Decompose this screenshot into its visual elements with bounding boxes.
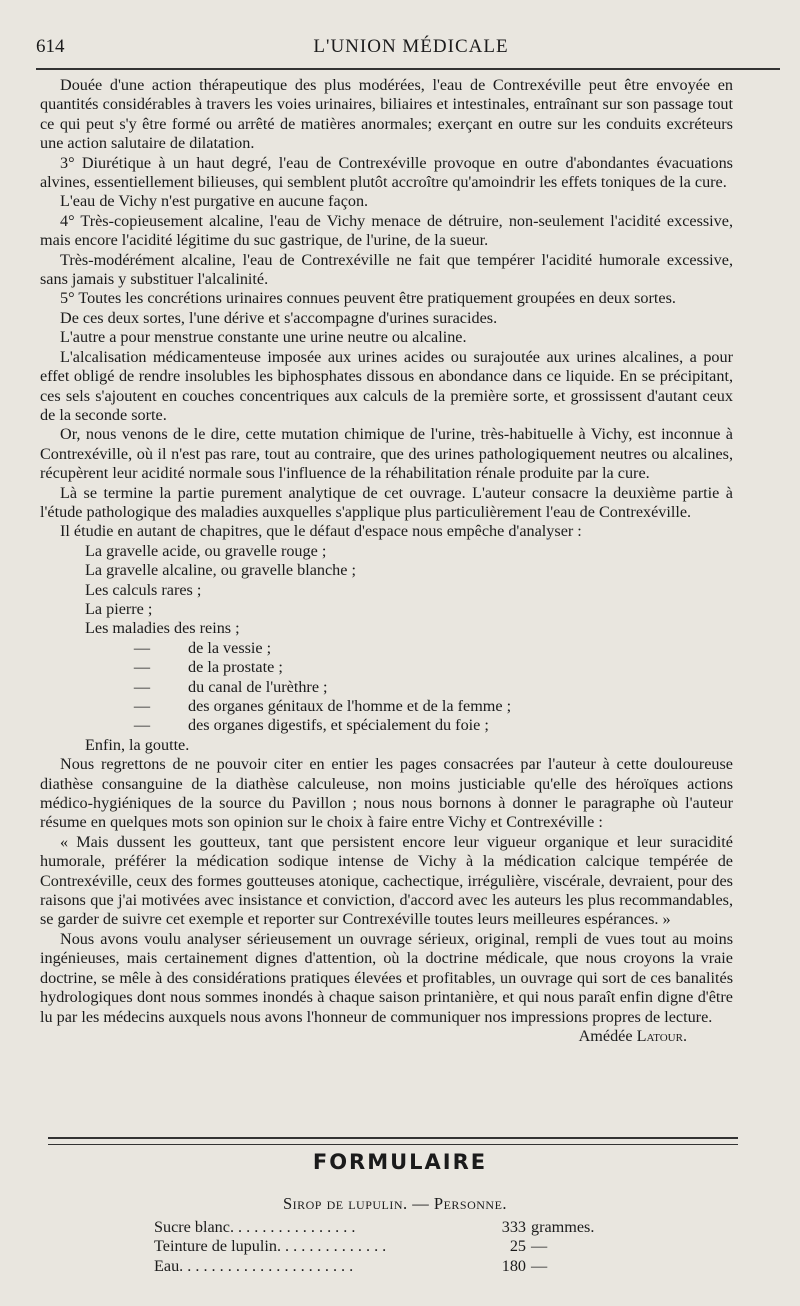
list-item bbox=[40, 697, 733, 716]
paragraph: Il étudie en autant de chapitres, que le défaut d'espace nous empêche d'analyser : bbox=[60, 522, 582, 541]
page-number: 614 bbox=[36, 36, 65, 57]
table-row bbox=[154, 1218, 614, 1237]
ingredient-unit: grammes. bbox=[531, 1218, 595, 1236]
recipe-table bbox=[154, 1218, 614, 1276]
dash-mark: — bbox=[133, 658, 151, 677]
paragraph: L'alcalisation médicamenteuse imposée aux urines acides ou surajoutée aux urines alcalines, a pour effet obligé de rendre insolubles les biphosphates dissous en abondance dans ce liquide. En se précipitant, ces sels s'ajoutent en couches concentriques aux calculs de la première sorte, et grossissent d'autant ceux de la seconde sorte. bbox=[40, 347, 733, 424]
quote-paragraph: « Mais dussent les goutteux, tant que persistent encore leur vigueur organique et leur suracidité humorale, préférer la médication sodique intense de Vichy à la médication calcique tempérée de Contrexéville, ceux des formes goutteuses atonique, cachectique, irrégulière, viscérale, devraient, pour des raisons que j'ai motivées avec insistance et conviction, d'accord avec les auteurs les plus recommandables, se garder de suivre cet exemple et reporter sur Contrexéville toutes leurs meilleures espérances. » bbox=[40, 832, 733, 929]
section-divider bbox=[48, 1137, 738, 1145]
section-title: FORMULAIRE bbox=[312, 1150, 488, 1174]
paragraph: 4° Très-copieusement alcaline, l'eau de Vichy menace de détruire, non-seulement l'acidité excessive, mais encore l'acidité légitime du suc gastrique, de l'urine, de la sueur. bbox=[40, 211, 733, 250]
paragraph: Nous regrettons de ne pouvoir citer en entier les pages consacrées par l'auteur à cette douloureuse diathèse consanguine de la diathèse calculeuse, non moins justiciable qu'elle des héroïques actions médico-hygiéniques de la source du Pavillon ; nous nous bornons à donner le paragraphe où l'auteur résume en quelques mots son opinion sur le choix à faire entre Vichy et Contrexéville : bbox=[40, 755, 733, 832]
paragraph: 5° Toutes les concrétions urinaires connues peuvent être pratiquement groupées en deux sortes. bbox=[60, 289, 676, 308]
list-item-text: du canal de l'urèthre ; bbox=[188, 677, 328, 696]
dash-mark: — bbox=[133, 677, 151, 696]
list-item-text: de la prostate ; bbox=[188, 658, 283, 677]
table-row bbox=[154, 1237, 614, 1256]
paragraph: Nous avons voulu analyser sérieusement un ouvrage sérieux, original, rempli de vues tout au moins ingénieuses, mais certainement dignes d'attention, où la doctrine médicale, que nous croyons la vraie doctrine, se mêle à des considérations pratiques élevées et profitables, un ouvrage qui sort de ces banalités hydrologiques dont nous sommes inondés à chaque saison printanière, et qui nous paraît enfin digne d'être lu par les médecins auxquels nous avons l'honneur de communiquer nos impressions propres de lecture. bbox=[40, 929, 733, 1026]
article-body bbox=[40, 76, 733, 1046]
dash-mark: — bbox=[133, 638, 151, 657]
dash-mark: — bbox=[133, 697, 151, 715]
author-last-name: Latour. bbox=[636, 1026, 687, 1045]
paragraph: Or, nous venons de le dire, cette mutation chimique de l'urine, très-habituelle à Vichy, est inconnue à Contrexéville, où il n'est pas rare, tout au contraire, que des urines pathologiquement neutres ou alcalines, récupèrent leur acidité normale sous l'influence de la réhabilitation rénale produite par la cure. bbox=[40, 425, 733, 483]
list-item bbox=[40, 716, 733, 735]
list-item: Les calculs rares ; bbox=[85, 580, 202, 599]
ingredient-unit: — bbox=[531, 1237, 548, 1256]
ingredient-unit: — bbox=[531, 1256, 548, 1275]
paragraph: 3° Diurétique à un haut degré, l'eau de Contrexéville provoque en outre d'abondantes évacuations alvines, essentiellement bilieuses, qui semblent plutôt accroître qu'amoindrir les effets toniques de la cure. bbox=[40, 153, 733, 192]
list-item-text: des organes génitaux de l'homme et de la femme ; bbox=[188, 697, 512, 715]
header-rule bbox=[36, 68, 780, 70]
author-first-name: Amédée bbox=[578, 1026, 633, 1045]
recipe-title: Sirop de lupulin. — Personne. bbox=[282, 1194, 508, 1213]
table-row bbox=[154, 1257, 614, 1276]
ingredient-quantity: 333 bbox=[501, 1218, 526, 1236]
list-item: La gravelle acide, ou gravelle rouge ; bbox=[85, 541, 327, 560]
list-item bbox=[40, 658, 733, 677]
list-item-text: des organes digestifs, et spécialement du foie ; bbox=[188, 716, 489, 735]
list-item-text: de la vessie ; bbox=[188, 638, 272, 657]
ingredient-name: Eau. . . . . . . . . . . . . . . . . . . . . . bbox=[154, 1256, 354, 1275]
ingredient-quantity: 180 bbox=[501, 1256, 526, 1275]
list-item bbox=[40, 639, 733, 658]
page-header bbox=[36, 36, 786, 62]
dash-mark: — bbox=[133, 716, 151, 735]
paragraph: L'eau de Vichy n'est purgative en aucune façon. bbox=[60, 192, 369, 211]
paragraph: Douée d'une action thérapeutique des plus modérées, l'eau de Contrexéville peut être envoyée en quantités considérables à travers les voies urinaires, biliaires et intestinales, entraînant sur son passage tout ce qui peut s'y être formé ou arrêté de matières anormales; exerçant en outre sur les conduits excréteurs une action salutaire de dilatation. bbox=[40, 76, 733, 153]
chapter-list bbox=[40, 542, 733, 755]
list-item bbox=[40, 678, 733, 697]
list-item: La pierre ; bbox=[85, 599, 153, 618]
author-signature bbox=[40, 1027, 733, 1046]
list-item: Enfin, la goutte. bbox=[85, 735, 190, 754]
paragraph: L'autre a pour menstrue constante une urine neutre ou alcaline. bbox=[60, 328, 467, 347]
ingredient-name: Sucre blanc. . . . . . . . . . . . . . . . bbox=[154, 1218, 356, 1236]
ingredient-quantity: 25 bbox=[509, 1237, 526, 1256]
running-title: L'UNION MÉDICALE bbox=[313, 36, 509, 57]
list-item: La gravelle alcaline, ou gravelle blanche ; bbox=[85, 561, 356, 580]
paragraph: Très-modérément alcaline, l'eau de Contrexéville ne fait que tempérer l'acidité humorale excessive, sans jamais y substituer l'alcalinité. bbox=[40, 250, 733, 289]
list-item: Les maladies des reins ; bbox=[85, 619, 240, 638]
paragraph: De ces deux sortes, l'une dérive et s'accompagne d'urines suracides. bbox=[60, 308, 498, 327]
ingredient-name: Teinture de lupulin. . . . . . . . . . . . . . bbox=[154, 1237, 387, 1256]
paragraph: Là se termine la partie purement analytique de cet ouvrage. L'auteur consacre la deuxième partie à l'étude pathologique des maladies auxquelles s'applique plus particulièrement l'eau de Contrexéville. bbox=[40, 483, 733, 521]
